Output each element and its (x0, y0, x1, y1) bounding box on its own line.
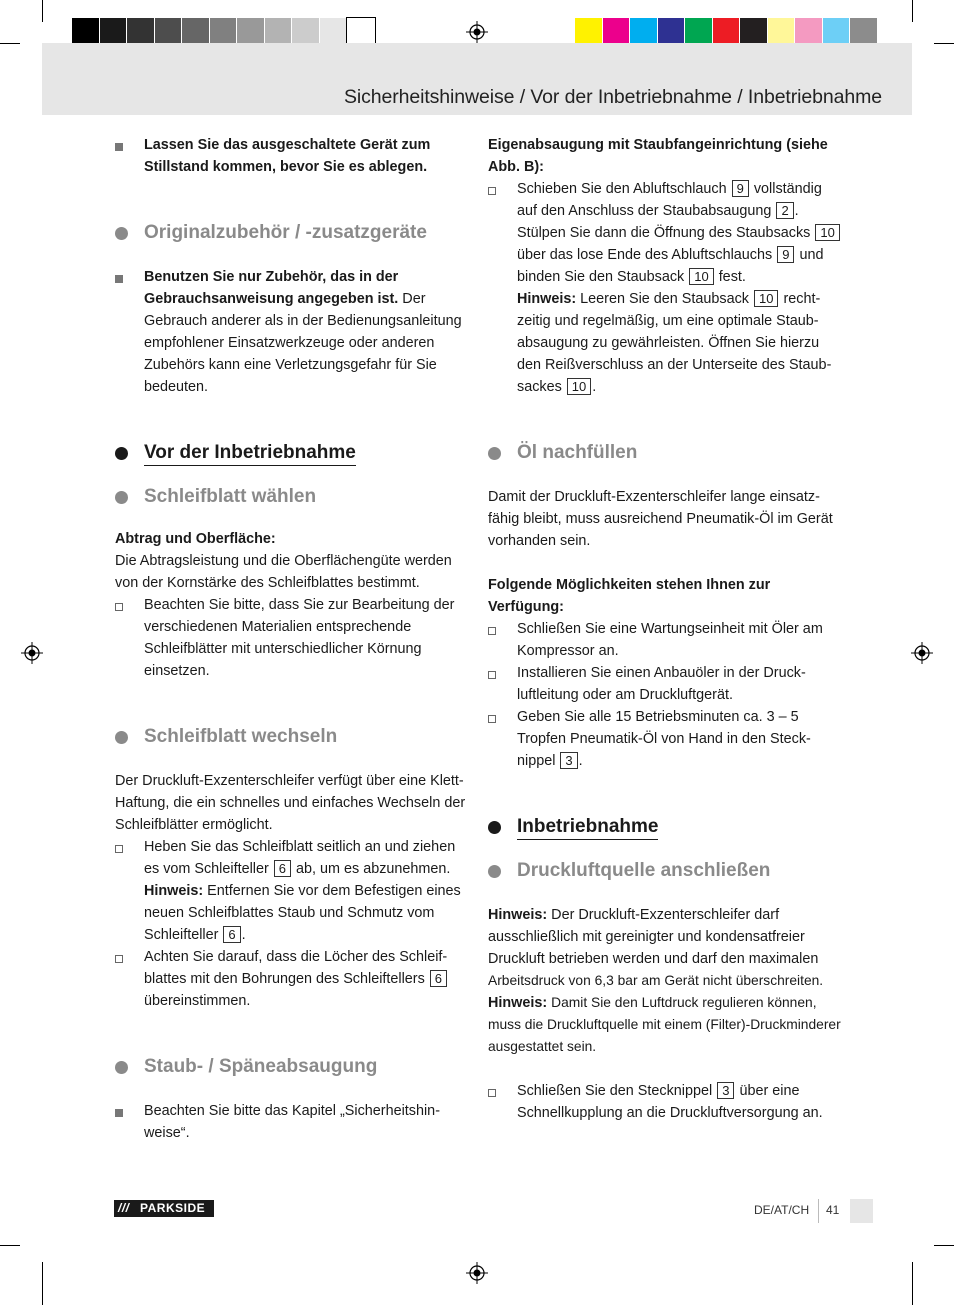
color-swatch (347, 18, 375, 46)
color-swatch (603, 18, 631, 46)
color-swatch (72, 18, 100, 46)
page-title: Sicherheitshinweise / Vor der Inbetriebnahme / Inbetriebnahme (343, 86, 882, 108)
part-number: 6 (430, 970, 447, 987)
part-number: 2 (776, 202, 793, 219)
crop-mark (0, 43, 20, 44)
section-heading-schleifblatt-wechseln: Schleifblatt wechseln (115, 724, 468, 750)
page-number: 41 (826, 1203, 840, 1217)
checkbox-bullet-icon (115, 845, 123, 853)
checkbox-bullet-icon (488, 715, 496, 723)
language-code: DE/AT/CH (754, 1203, 810, 1217)
bullet-dot-icon (488, 865, 501, 878)
part-number: 10 (689, 268, 713, 285)
part-number: 10 (754, 290, 778, 307)
paragraph-abtrag: Die Abtragsleistung und die Oberflächengüte werden von der Kornstärke des Schleifblattes bestimmt. (115, 553, 452, 591)
list-item: Lassen Sie das ausgeschaltete Gerät zum Stillstand kommen, bevor Sie es ablegen. (115, 134, 468, 178)
registration-mark-icon (466, 1262, 488, 1284)
section-heading-druckluftquelle: Druckluftquelle anschließen (488, 858, 843, 884)
right-column (488, 134, 843, 1124)
section-heading-vor-inbetriebnahme: Vor der Inbetriebnahme (115, 440, 468, 466)
color-swatch (182, 18, 210, 46)
color-swatch (292, 18, 320, 46)
color-swatch (237, 18, 265, 46)
paragraph-oel: Damit der Druckluft-Exzenterschleifer lange einsatzfähig bleibt, muss ausreichend Pneumatik-Öl im Gerät vorhanden sein. (488, 489, 833, 549)
part-number: 10 (815, 224, 839, 241)
registration-mark-icon (911, 642, 933, 664)
part-number: 6 (274, 860, 291, 877)
color-swatch (630, 18, 658, 46)
section-heading-inbetriebnahme: Inbetriebnahme (488, 814, 843, 840)
subheading-eigenabsaugung: Eigenabsaugung mit Staubfangeinrichtung (siehe Abb. B): (488, 137, 828, 175)
section-heading-oel: Öl nachfüllen (488, 440, 843, 466)
gray-swatch-bar (72, 18, 375, 46)
bullet-dot-icon (488, 821, 501, 834)
crop-mark (42, 0, 43, 22)
square-bullet-icon (115, 275, 123, 283)
color-swatch (795, 18, 823, 46)
color-swatch (100, 18, 128, 46)
color-swatch (320, 18, 348, 46)
section-heading-schleifblatt-waehlen: Schleifblatt wählen (115, 484, 468, 510)
crop-mark (42, 1262, 43, 1305)
list-item: Schließen Sie den Stecknippel 3 über eine Schnellkupplung an die Druckluftversorgung an. (488, 1080, 843, 1124)
crop-mark (934, 1245, 954, 1246)
part-number: 3 (717, 1082, 734, 1099)
color-swatch (265, 18, 293, 46)
part-number: 10 (567, 378, 591, 395)
color-swatch (155, 18, 183, 46)
color-swatch (127, 18, 155, 46)
paragraph-hinweis-2: Hinweis: Damit Sie den Luftdruck regulieren können, muss die Druckluftquelle mit einem (Filter)-Druckminderer ausgestattet sein. (488, 995, 841, 1054)
footer-divider (818, 1199, 819, 1223)
list-item: Benutzen Sie nur Zubehör, das in der Gebrauchsanweisung angegeben ist. Der Gebrauch anderer als in der Bedienungsanleitung empfohlener Einsatzwerkzeuge oder anderen Zubehörs kann eine Verletzungsgefahr für Sie bedeuten. (115, 266, 468, 398)
bullet-dot-icon (115, 1061, 128, 1074)
color-swatch (768, 18, 796, 46)
square-bullet-icon (115, 1109, 123, 1117)
color-swatch (713, 18, 741, 46)
list-item: Installieren Sie einen Anbauöler in der Druckluftleitung oder am Druckluftgerät. (488, 662, 843, 706)
checkbox-bullet-icon (488, 187, 496, 195)
color-swatch (823, 18, 851, 46)
subheading-abtrag: Abtrag und Oberfläche: (115, 531, 276, 547)
section-heading-staub: Staub- / Späneabsaugung (115, 1054, 468, 1080)
subheading-moeglichkeiten: Folgende Möglichkeiten stehen Ihnen zur Verfügung: (488, 577, 771, 615)
left-column (115, 134, 468, 1144)
crop-mark (934, 43, 954, 44)
part-number: 6 (223, 926, 240, 943)
bullet-dot-icon (115, 491, 128, 504)
bullet-dot-icon (488, 447, 501, 460)
bullet-dot-icon (115, 227, 128, 240)
color-swatch-bar (575, 18, 878, 46)
brand-logo: /// PARKSIDE (114, 1200, 214, 1217)
section-heading-zubehoer: Originalzubehör / -zusatzgeräte (115, 220, 468, 246)
color-swatch (740, 18, 768, 46)
square-bullet-icon (115, 143, 123, 151)
registration-mark-icon (466, 21, 488, 43)
color-swatch (850, 18, 878, 46)
bullet-dot-icon (115, 447, 128, 460)
part-number: 9 (777, 246, 794, 263)
checkbox-bullet-icon (488, 627, 496, 635)
paragraph-hinweis-1: Hinweis: Der Druckluft-Exzenterschleifer darf ausschließlich mit gereinigter und kondensatfreier Druckluft betrieben werden und darf den maximalen Arbeitsdruck von 6,3 bar am Gerät nicht überschreiten. (488, 907, 824, 988)
bullet-dot-icon (115, 731, 128, 744)
color-swatch (685, 18, 713, 46)
list-item: Geben Sie alle 15 Betriebsminuten ca. 3 – 5 Tropfen Pneumatik-Öl von Hand in den Stecknippel 3 . (488, 706, 843, 772)
color-swatch (210, 18, 238, 46)
checkbox-bullet-icon (488, 1089, 496, 1097)
list-item: Beachten Sie bitte, dass Sie zur Bearbeitung der verschiedenen Materialien entsprechende Schleifblätter mit unterschiedlicher Körnung einsetzen. (115, 594, 468, 682)
part-number: 9 (732, 180, 749, 197)
color-swatch (575, 18, 603, 46)
crop-mark (912, 0, 913, 22)
list-item: Achten Sie darauf, dass die Löcher des Schleifblattes mit den Bohrungen des Schleiftellers 6 übereinstimmen. (115, 946, 468, 1012)
list-item: Schieben Sie den Abluftschlauch 9 vollständig auf den Anschluss der Staubabsaugung 2 . Stülpen Sie dann die Öffnung des Staubsacks 10 über das lose Ende des Abluftschlauchs 9 und binden Sie den Staubsack 10 fest. Hinweis: Leeren Sie den Staubsack 10 rechtzeitig und regelmäßig, um eine optimale Staubabsaugung zu gewährleisten. Öffnen Sie hierzu den Reißverschluss an der Unterseite des Staubsackes 10 . (488, 178, 843, 398)
paragraph-wechseln: Der Druckluft-Exzenterschleifer verfügt über eine Klett-Haftung, die ein schnelles und einfaches Wechseln der Schleifblätter ermöglicht. (115, 773, 466, 833)
list-item: Schließen Sie eine Wartungseinheit mit Öler am Kompressor an. (488, 618, 843, 662)
crop-mark (912, 1262, 913, 1305)
list-item: Beachten Sie bitte das Kapitel „Sicherheitshinweise“. (115, 1100, 468, 1144)
checkbox-bullet-icon (115, 955, 123, 963)
list-item: Heben Sie das Schleifblatt seitlich an und ziehen es vom Schleifteller 6 ab, um es abzunehmen. Hinweis: Entfernen Sie vor dem Befestigen eines neuen Schleifblattes Staub und Schmutz vom Schleifteller 6 . (115, 836, 468, 946)
registration-mark-icon (21, 642, 43, 664)
crop-mark (0, 1245, 20, 1246)
checkbox-bullet-icon (488, 671, 496, 679)
footer-tab (850, 1199, 873, 1223)
color-swatch (658, 18, 686, 46)
part-number: 3 (560, 752, 577, 769)
checkbox-bullet-icon (115, 603, 123, 611)
